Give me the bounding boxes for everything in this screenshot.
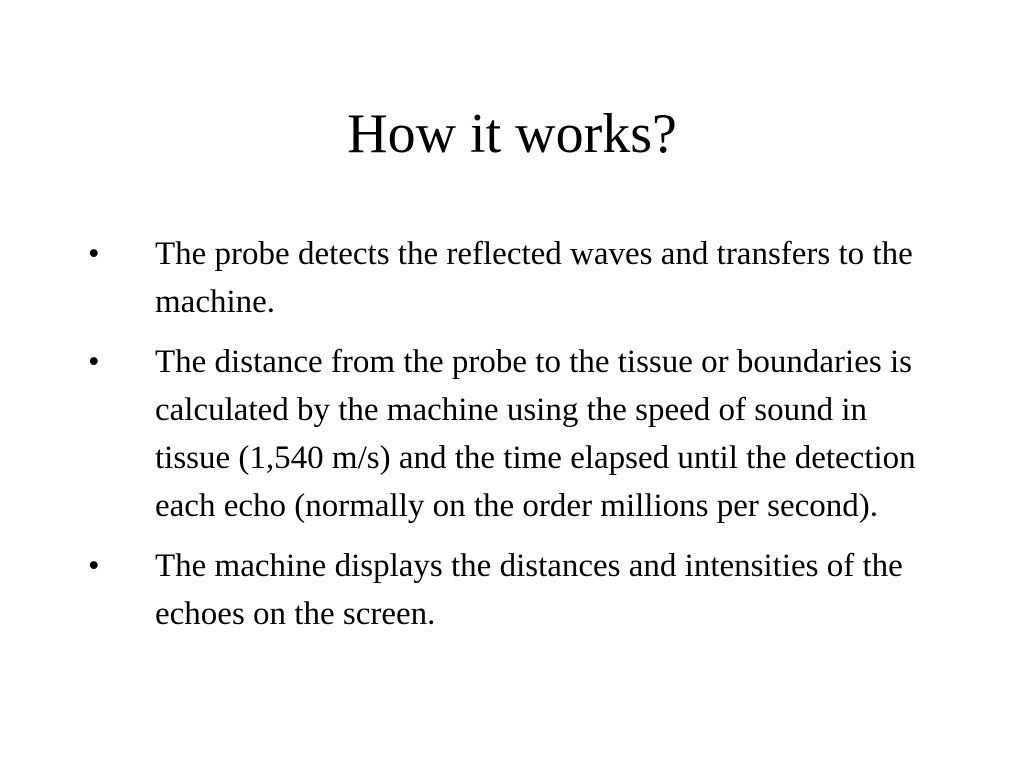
bullet-icon: • — [88, 548, 100, 584]
bullet-icon: • — [88, 236, 100, 272]
bullet-text: The probe detects the reflected waves and transfers to the machine. — [155, 236, 913, 320]
bullet-list — [82, 230, 942, 650]
bullet-item-2 — [82, 338, 942, 530]
slide-title: How it works? — [347, 103, 677, 165]
bullet-text: The machine displays the distances and intensities of the echoes on the screen. — [155, 548, 903, 632]
bullet-text: The distance from the probe to the tissue or boundaries is calculated by the machine using the speed of sound in tissue (1,540 m/s) and the time elapsed until the detection each echo (normally on the order millions per second). — [155, 344, 916, 524]
bullet-item-3 — [82, 542, 942, 638]
bullet-item-1 — [82, 230, 942, 326]
bullet-icon: • — [88, 344, 100, 380]
